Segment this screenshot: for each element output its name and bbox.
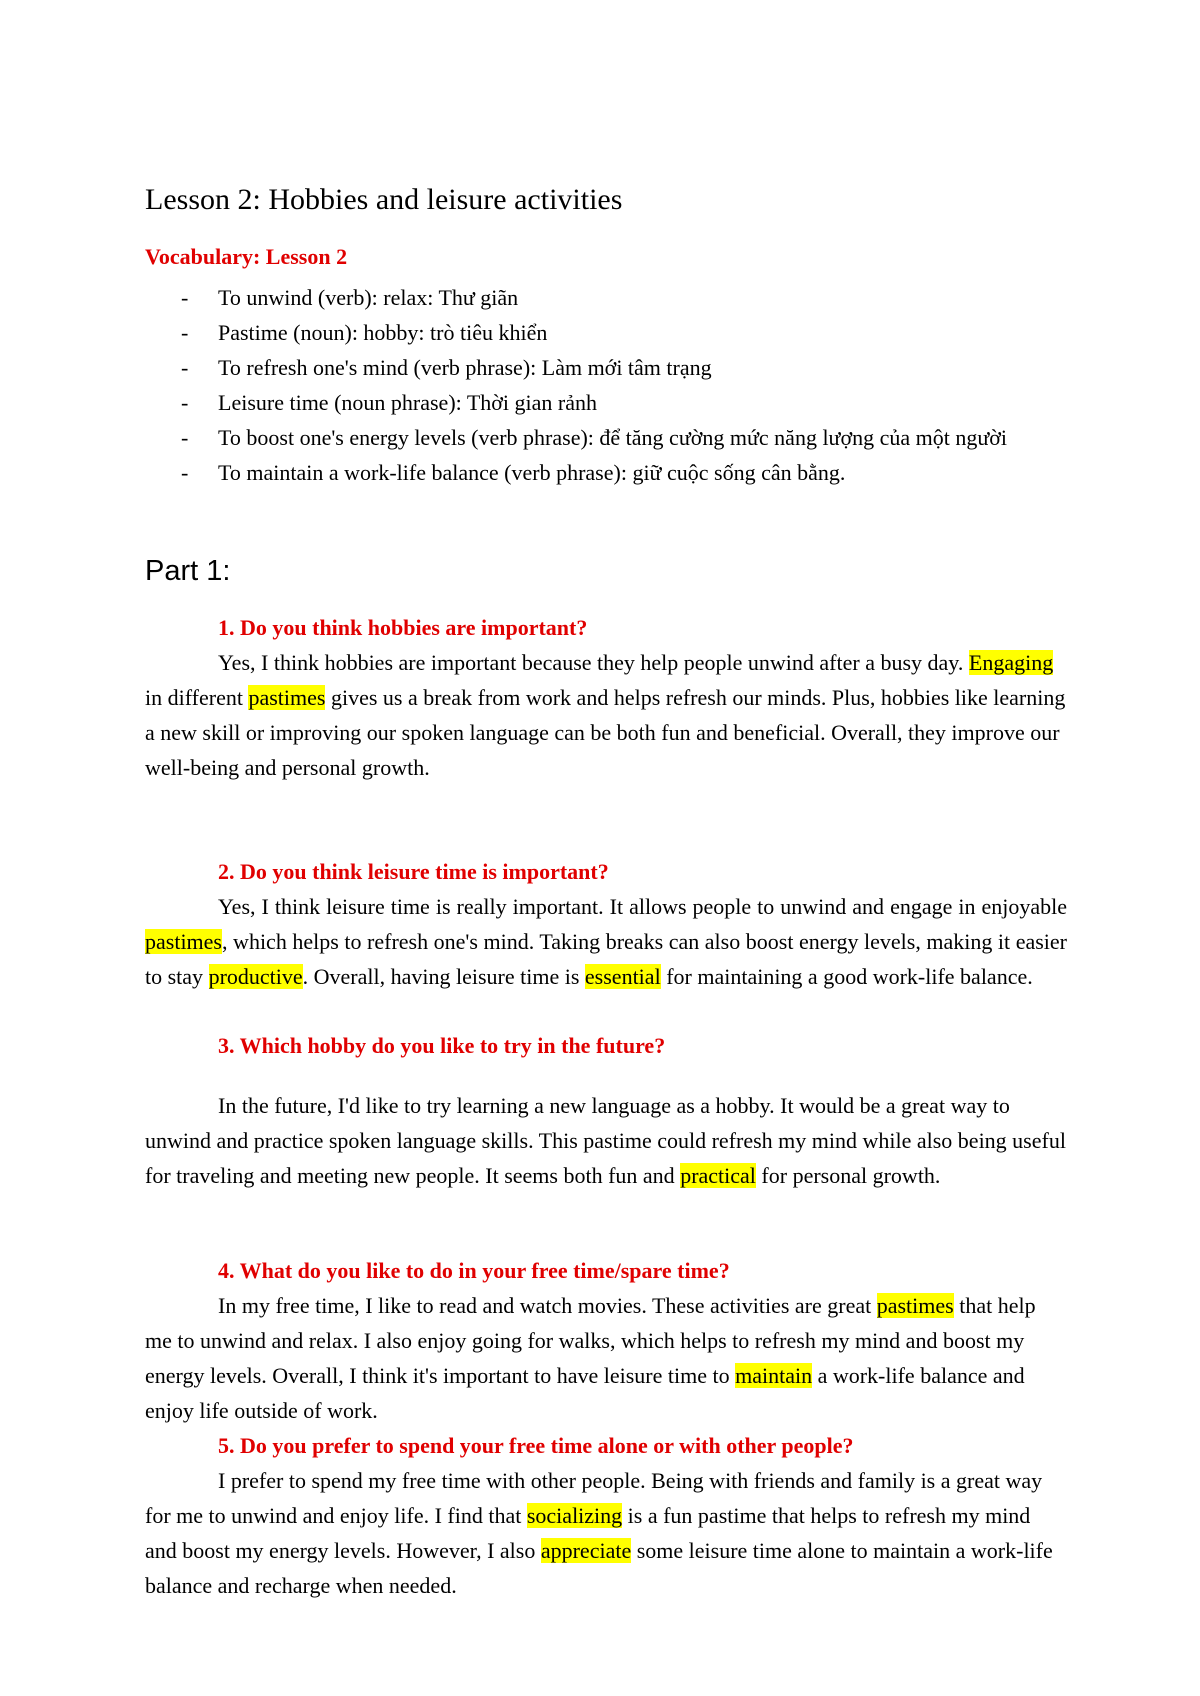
vocabulary-item-text: To unwind (verb): relax: Thư giãn [218, 285, 519, 310]
vocabulary-item [145, 385, 1065, 420]
highlighted-word: Engaging [968, 650, 1054, 675]
vocabulary-item-text: To maintain a work-life balance (verb phrase): giữ cuộc sống cân bằng. [218, 460, 846, 485]
highlighted-word: productive [208, 964, 303, 989]
question-heading: 4. What do you like to do in your free time/spare time? [218, 1258, 730, 1283]
lesson-title: Lesson 2: Hobbies and leisure activities [145, 183, 623, 216]
answer-paragraph [145, 1463, 1067, 1603]
answer-paragraph [145, 1088, 1067, 1193]
vocabulary-item-text: To boost one's energy levels (verb phrase): để tăng cường mức năng lượng của một người [218, 425, 1008, 450]
question-block-4 [145, 1253, 1067, 1428]
vocabulary-heading: Vocabulary: Lesson 2 [145, 244, 348, 269]
question-block-5 [145, 1428, 1067, 1603]
bullet-dash: - [181, 285, 189, 310]
highlighted-word: pastimes [145, 929, 222, 954]
highlighted-word: maintain [735, 1363, 813, 1388]
vocabulary-item [145, 420, 1065, 455]
answer-text: in different [145, 685, 249, 710]
vocabulary-item [145, 280, 1065, 315]
vocabulary-list [145, 280, 1065, 490]
answer-text: . Overall, having leisure time is [302, 964, 585, 989]
answer-paragraph [145, 645, 1067, 785]
answer-text: I prefer to spend my free time with other people. Being with friends and family is a great way for me to unwind and enjoy life. I find that [145, 1468, 1043, 1528]
question-block-2 [145, 854, 1067, 994]
vocabulary-item [145, 350, 1065, 385]
answer-text: a work-life balance and enjoy life outside of work. [145, 1363, 1025, 1423]
answer-text: , which helps to refresh one's mind. Taking breaks can also boost energy levels, making it easier to stay [145, 929, 1067, 989]
bullet-dash: - [181, 355, 189, 380]
question-block-1 [145, 610, 1067, 785]
highlighted-word: pastimes [248, 685, 326, 710]
spacer [145, 1063, 1067, 1088]
vocabulary-item-text: Leisure time (noun phrase): Thời gian rảnh [218, 390, 598, 415]
vocabulary-item [145, 315, 1065, 350]
question-heading: 1. Do you think hobbies are important? [218, 615, 588, 640]
answer-text: for maintaining a good work-life balance. [660, 964, 1033, 989]
answer-text: In the future, I'd like to try learning a new language as a hobby. It would be a great way to unwind and practice spoken language skills. This pastime could refresh my mind while also being useful for traveling and meeting new people. It seems both fun and [145, 1093, 1066, 1188]
question-heading: 3. Which hobby do you like to try in the future? [218, 1033, 666, 1058]
bullet-dash: - [181, 425, 189, 450]
highlighted-word: essential [584, 964, 661, 989]
answer-text: Yes, I think leisure time is really important. It allows people to unwind and engage in enjoyable [218, 894, 1067, 919]
bullet-dash: - [181, 460, 189, 485]
answer-text: some leisure time alone to maintain a work-life balance and recharge when needed. [145, 1538, 1053, 1598]
answer-paragraph [145, 889, 1067, 994]
vocabulary-item-text: To refresh one's mind (verb phrase): Làm mới tâm trạng [218, 355, 712, 380]
answer-text: gives us a break from work and helps refresh our minds. Plus, hobbies like learning a new skill or improving our spoken language can be both fun and beneficial. Overall, they improve our well-being and personal growth. [145, 685, 1066, 780]
answer-text: for personal growth. [755, 1163, 941, 1188]
question-block-3 [145, 1028, 1067, 1193]
highlighted-word: socializing [526, 1503, 623, 1528]
highlighted-word: appreciate [540, 1538, 632, 1563]
answer-text: In my free time, I like to read and watch movies. These activities are great [218, 1293, 877, 1318]
answer-text: that help me to unwind and relax. I also enjoy going for walks, which helps to refresh my mind and boost my energy levels. Overall, I think it's important to have leisure time to [145, 1293, 1036, 1388]
question-heading: 5. Do you prefer to spend your free time alone or with other people? [218, 1433, 854, 1458]
part-heading: Part 1: [145, 555, 231, 587]
highlighted-word: pastimes [876, 1293, 954, 1318]
question-heading: 2. Do you think leisure time is important? [218, 859, 609, 884]
highlighted-word: practical [680, 1163, 756, 1188]
answer-paragraph [145, 1288, 1067, 1428]
vocabulary-item [145, 455, 1065, 490]
bullet-dash: - [181, 320, 189, 345]
vocabulary-item-text: Pastime (noun): hobby: trò tiêu khiển [218, 320, 548, 345]
bullet-dash: - [181, 390, 189, 415]
answer-text: Yes, I think hobbies are important because they help people unwind after a busy day. [218, 650, 969, 675]
answer-text: is a fun pastime that helps to refresh my mind and boost my energy levels. However, I also [145, 1503, 1031, 1563]
